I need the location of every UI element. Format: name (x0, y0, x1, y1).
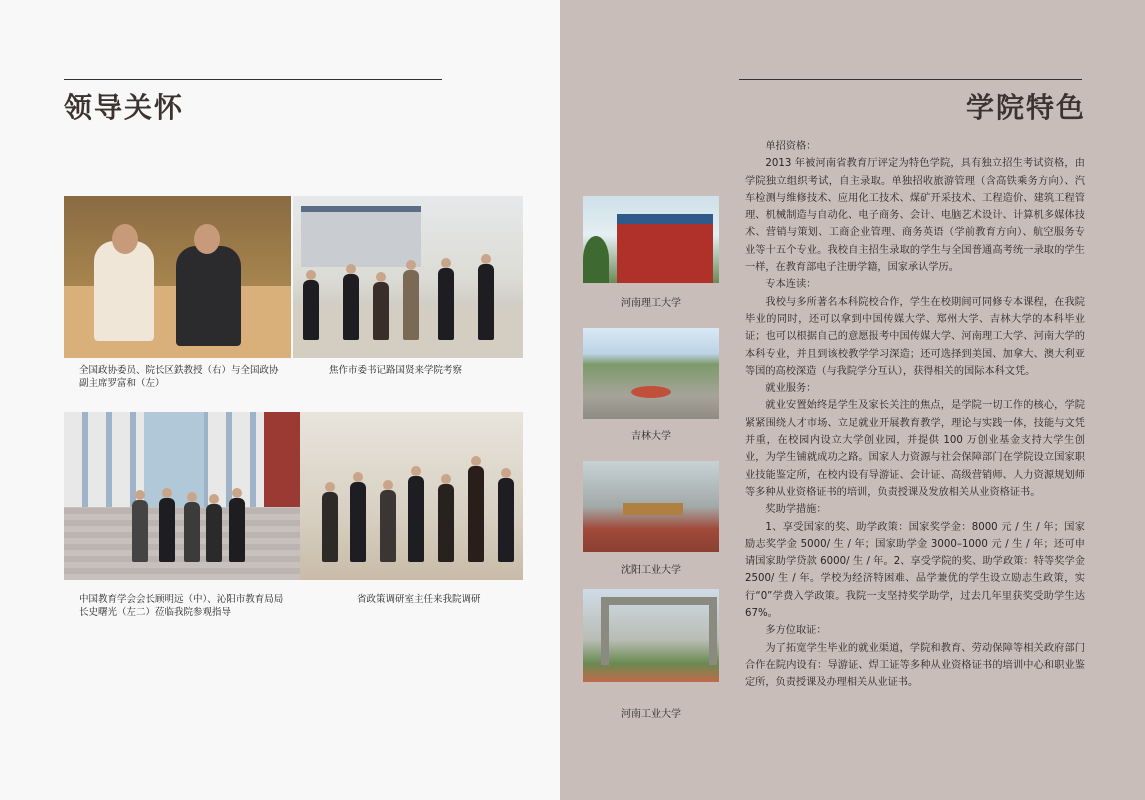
section-title-degree: 专本连读： (765, 279, 817, 291)
right-page-heading: 学院特色 (966, 91, 1087, 124)
section-body-scholarship: 1、享受国家的奖、助学政策：国家奖学金：8000 元 / 生 / 年；国家励志奖学金 5000/ 生 / 年；国家助学金 3000–1000 元 / 生 / 年；还可申请国家助学贷款 6000/ 生 / 年。2、享受学院的奖、助学政策：特等奖学金 2500/ 生 / 年。学校为经济特困难、品学兼优的学生设立励志生政策，实行“0”学费入学政策。我院一支坚持奖学助学，过去几年里获奖受助学生达 67%。 (745, 521, 1085, 620)
photo-henan-polytechnic (583, 196, 719, 283)
section-body-admission: 2013 年被河南省教育厅评定为特色学院，具有独立招生考试资格，由学院独立组织考试，自主录取。单独招收旅游管理（含高铁乘务方向）、汽车检测与维修技术、应用化工技术、煤矿开采技术、工程造价、建筑工程管理、机械制造与自动化、电子商务、会计、电脑艺术设计、计算机多媒体技术、营销与策划、工商企业管理、商务英语（学前教育方向）、航空服务专业等十五个专业。我校自主招生录取的学生与全国普通高考统一录取的学生一样，在教育部电子注册学籍，国家承认学历。 (745, 158, 1085, 274)
caption-policy-visit: 省政策调研室主任来我院调研 (357, 594, 481, 605)
caption-officials-visit: 焦作市委书记路国贤来学院考察 (329, 365, 463, 376)
caption-jilin-university: 吉林大学 (631, 431, 671, 442)
section-title-scholarship: 奖助学措施： (765, 504, 827, 516)
section-body-degree: 我校与多所著名本科院校合作，学生在校期间可同修专本课程，在我院毕业的同时，还可以拿到中国传媒大学、郑州大学、吉林大学的本科毕业证；也可以根据自己的意愿报考中国传媒大学、河南理工大学、河南大学的本科专业，并且到该校教学学习深造；还可选择到美国、加拿大、澳大利亚等国的高校深造（与我院学分互认），获得相关的国际本科文凭。 (745, 296, 1085, 377)
caption-sofa-meeting: 全国政协委员、院长区鉄教授（右）与全国政协副主席罗富和（左） (79, 365, 279, 389)
section-title-admission: 单招资格： (765, 141, 817, 152)
caption-henan-polytechnic: 河南理工大学 (621, 298, 681, 309)
right-heading-rule (739, 79, 1082, 80)
caption-shenyang-tech: 沈阳工业大学 (621, 565, 681, 576)
photo-officials-visit (293, 196, 523, 358)
photo-henan-tech (583, 589, 719, 682)
section-body-certification: 为了拓宽学生毕业的就业渠道，学院和教育、劳动保障等相关政府部门合作在院内设有：导游证、焊工证等多种从业资格证书的培训中心和职业鉴定所，负责授课及办理相关从业证书。 (745, 642, 1085, 689)
photo-jilin-university (583, 328, 719, 419)
photo-sofa-meeting (64, 196, 291, 358)
left-page-heading: 领导关怀 (64, 91, 185, 124)
section-title-certification: 多方位取证： (765, 625, 827, 637)
features-text (745, 138, 1085, 692)
section-title-employment: 就业服务： (765, 383, 817, 395)
caption-henan-tech: 河南工业大学 (621, 709, 681, 720)
caption-education-society: 中国教育学会会长顾明远（中）、沁阳市教育局局长史曙光（左二）莅临我院参观指导 (79, 594, 284, 618)
section-body-employment: 就业安置始终是学生及家长关注的焦点，是学院一切工作的核心，学院紧紧围绕人才市场、立足就业开展教育教学，理论与实践一体，技能与文凭并重，在校园内设立大学创业园，并提供 100 万创业基金支持大学生创业，为学生铺就成功之路。国家人力资源与社会保障部门在学院设立国家职业技能鉴定所，在校内设有导游证、会计证、高级营销师、人力资源规划师等多种从业资格证书的培训，负责授课及发放相关从业资格证书。 (745, 400, 1085, 498)
photo-shenyang-tech (583, 461, 719, 552)
photo-policy-visit (300, 412, 523, 580)
left-heading-rule (64, 79, 442, 80)
photo-group-building (64, 412, 300, 580)
